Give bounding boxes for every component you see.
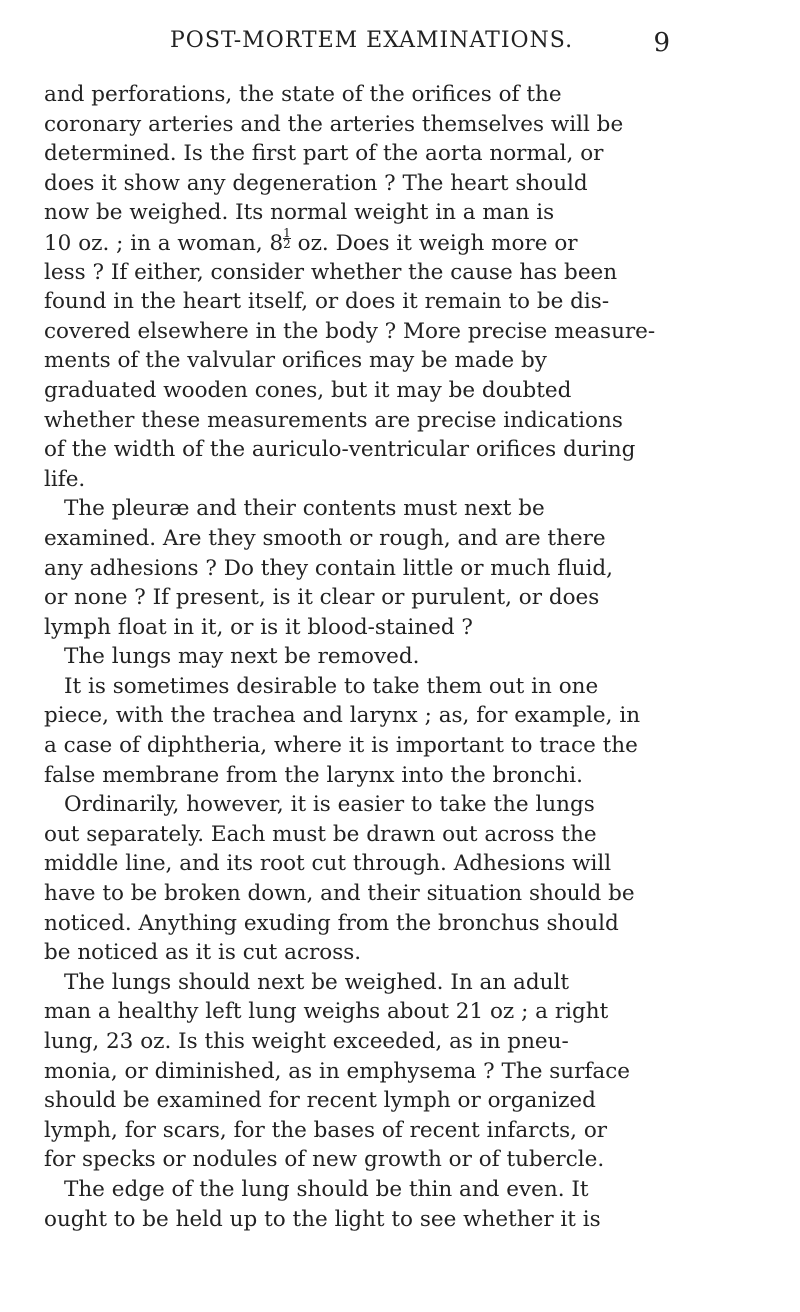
text-line: whether these measurements are precise indications [44, 407, 623, 433]
text-line: covered elsewhere in the body ? More precise measure- [44, 318, 656, 344]
text-line: be noticed as it is cut across. [44, 940, 362, 966]
paragraph-start-line: The pleuræ and their contents must next be [64, 496, 545, 522]
text-line: lymph float in it, or is it blood-stained ? [44, 614, 473, 640]
text-line: coronary arteries and the arteries themselves will be [44, 111, 624, 137]
text-line: a case of diphtheria, where it is important to trace the [44, 733, 638, 759]
text-line: should be examined for recent lymph or organized [44, 1088, 596, 1114]
text-line: graduated wooden cones, but it may be doubted [44, 377, 572, 403]
paragraph-start-line: It is sometimes desirable to take them out in one [64, 673, 599, 699]
fraction-numerator: 1 [283, 227, 291, 240]
text-line: man a healthy left lung weighs about 21 oz ; a right [44, 999, 609, 1025]
text-line: and perforations, the state of the orifices of the [44, 82, 562, 107]
text-line: middle line, and its root cut through. Adhesions will [44, 851, 612, 877]
text-line: life. [44, 466, 86, 492]
text-line: have to be broken down, and their situation should be [44, 881, 635, 907]
text-line: examined. Are they smooth or rough, and are there [44, 525, 606, 551]
running-head: POST-MORTEM EXAMINATIONS. [170, 28, 574, 53]
text-line: false membrane from the larynx into the bronchi. [44, 762, 583, 788]
text-line: does it show any degeneration ? The heart should [44, 170, 588, 196]
text-line: any adhesions ? Do they contain little or much fluid, [44, 555, 613, 581]
fraction-half [283, 228, 291, 249]
fraction-denominator: 2 [283, 236, 291, 251]
text-segment: 10 oz. ; in a woman, 8 [44, 230, 284, 256]
text-line: for specks or nodules of new growth or of tubercle. [44, 1147, 605, 1173]
text-line: noticed. Anything exuding from the bronchus should [44, 910, 619, 936]
text-line: piece, with the trachea and larynx ; as, for example, in [44, 703, 641, 729]
page-header [170, 28, 670, 60]
text-line: lymph, for scars, for the bases of recent infarcts, or [44, 1117, 608, 1143]
text-segment: oz. Does it weigh more or [290, 230, 578, 256]
text-line: now be weighed. Its normal weight in a man is [44, 200, 555, 226]
text-line: lung, 23 oz. Is this weight exceeded, as in pneu- [44, 1029, 569, 1054]
text-line: of the width of the auriculo-ventricular orifices during [44, 437, 636, 463]
text-line: ought to be held up to the light to see whether it is [44, 1206, 601, 1232]
paragraph-start-line: The edge of the lung should be thin and even. It [64, 1176, 589, 1202]
text-line: monia, or diminished, as in emphysema ? The surface [44, 1058, 630, 1084]
page-number: 9 [653, 28, 670, 58]
text-line-with-fraction [44, 228, 694, 258]
text-line: less ? If either, consider whether the cause has been [44, 259, 618, 285]
paragraph-start-line: The lungs may next be removed. [64, 644, 420, 670]
paragraph-start-line: The lungs should next be weighed. In an adult [64, 969, 569, 995]
text-line: or none ? If present, is it clear or purulent, or does [44, 585, 600, 611]
paragraph-start-line: Ordinarily, however, it is easier to take the lungs [64, 792, 595, 818]
body-text [44, 80, 694, 1234]
text-line: out separately. Each must be drawn out across the [44, 821, 597, 847]
text-line: found in the heart itself, or does it remain to be dis- [44, 289, 610, 315]
text-line: ments of the valvular orifices may be made by [44, 348, 547, 374]
text-line: determined. Is the first part of the aorta normal, or [44, 141, 604, 167]
